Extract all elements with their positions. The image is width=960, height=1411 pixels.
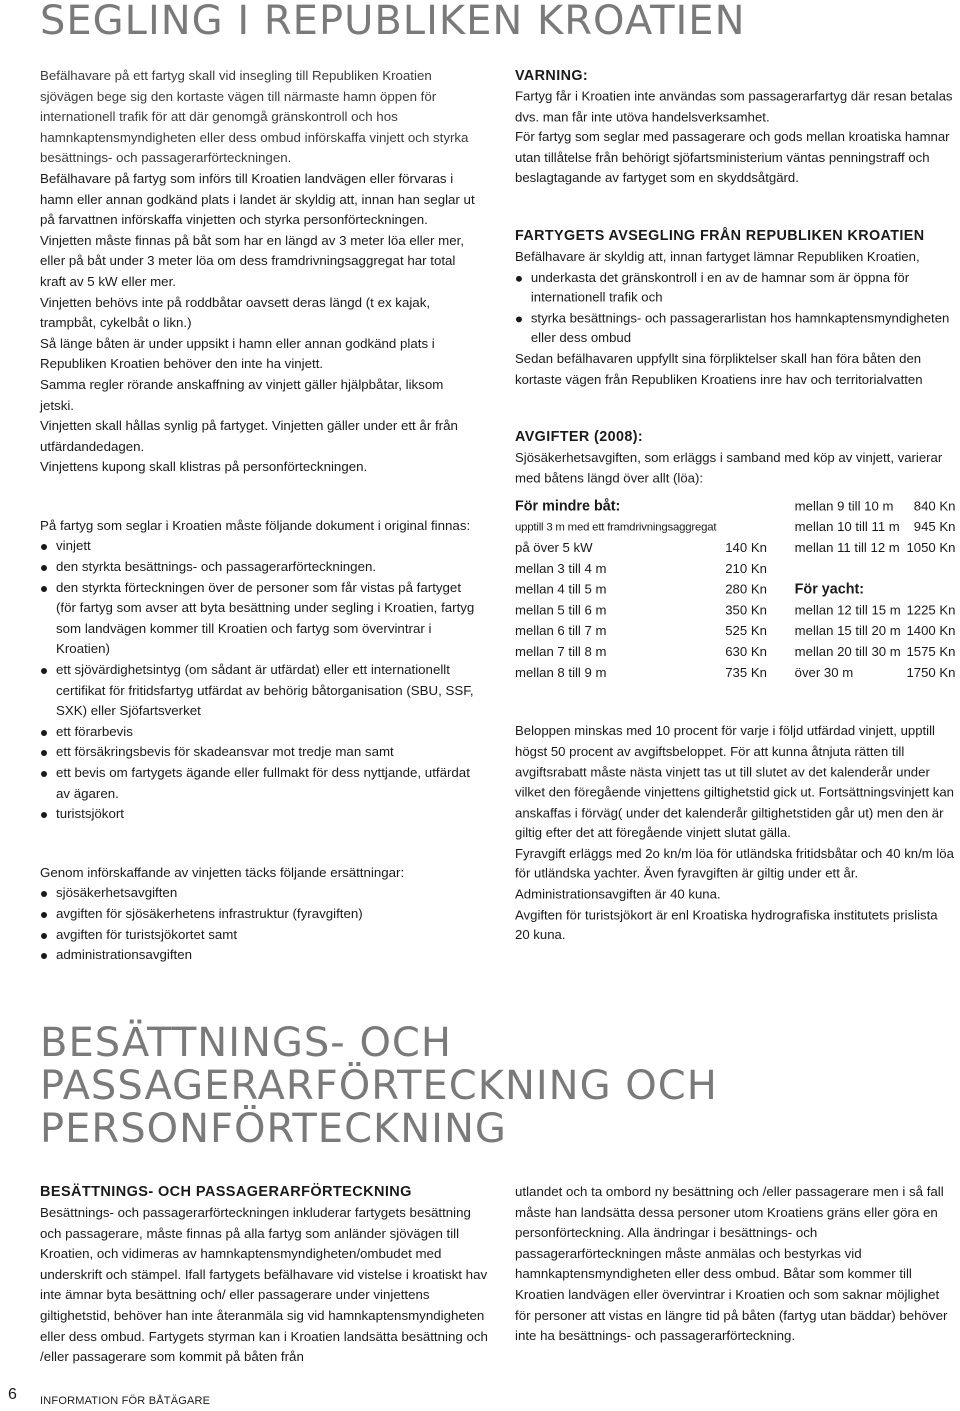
documents-intro: På fartyg som seglar i Kroatien måste följande dokument i original finnas: (40, 517, 471, 533)
compensation-list (40, 883, 480, 965)
list-item: sjösäkerhetsavgiften (40, 883, 480, 904)
fee-price: 350 Kn (725, 602, 767, 618)
fee-label: mellan 20 till 30 m (794, 644, 901, 660)
intro-paragraph: Vinjettens kupong skall klistras på personförteckningen. (40, 459, 368, 475)
fees-table (515, 497, 955, 684)
fee-note: Fyravgift erläggs med 2o kn/m löa för utländska fritidsbåtar och 40 kn/m löa för utländska yachter. Även fyravgiften är giltig under ett år. (515, 845, 954, 882)
fee-price: 840 Kn (913, 498, 956, 514)
fee-price: 525 Kn (725, 623, 767, 639)
fees-intro: Sjösäkerhetsavgiften, som erläggs i samband med köp av vinjett, varierar med båtens längd över allt (löa): (515, 450, 943, 486)
documents-list (40, 536, 480, 824)
footer-label: INFORMATION FÖR BÅTÄGARE (40, 1395, 211, 1407)
fee-note: Administrationsavgiften är 40 kuna. (515, 886, 721, 902)
list-item: ett förarbevis (40, 722, 480, 743)
intro-paragraph: Befälhavare på fartyg som införs till Kroatien landvägen eller förvaras i hamn eller annan godkänd plats i landet är skyldig att, innan han seglar ut på farvattnen införskaffa vinjetten och styrka personförteckningen. (40, 170, 475, 228)
warning-heading: VARNING: (515, 67, 589, 84)
page-number: 6 (8, 1386, 17, 1403)
section2-right-text: utlandet och ta ombord ny besättning och /eller passagerare men i så fall måste han landsätta dessa personer utom Kroatiens gräns eller göra en personförteckning. Alla ändringar i besättnings- och passagerarförteckningen måste anmälas och bestyrkas vid hamnkaptensmyndigheten eller dess ombud. Båtar som kommer till Kroatien landvägen eller övervintrar i Kroatien och som saknar möjlighet för personer att vistas en längre tid på båten (fartyg utan bäddar) behöver inte ha besättnings- och passagerarförteckning. (515, 1184, 948, 1344)
fee-label: mellan 4 till 5 m (515, 582, 607, 597)
fee-label: mellan 10 till 11 m (794, 519, 900, 535)
list-item: avgiften för turistsjökortet samt (40, 925, 480, 946)
compensation-intro: Genom införskaffande av vinjetten täcks följande ersättningar: (40, 864, 405, 880)
list-item: den styrkta besättnings- och passagerarförteckningen. (40, 557, 480, 578)
departure-intro: Befälhavare är skyldig att, innan fartyget lämnar Republiken Kroatien, (515, 249, 920, 264)
fee-label: mellan 9 till 10 m (794, 498, 894, 514)
fee-note: Beloppen minskas med 10 procent för varje i följd utfärdad vinjett, upptill högst 50 procent av avgiftsbeloppet. För att kunna åtnjuta rätten till avgiftsrabatt måste nästa vinjett tas ut till slutet av det kalenderår under vilket den föregående vinjettens giltighetstid gick ut. Fortsättningsvinjett kan anskaffas i förväg( under det kalenderår giltighetstiden går ut) men den är giltig efter det att föregående vinjett slutat gälla. (515, 723, 954, 841)
list-item: vinjett (40, 536, 480, 557)
list-item: ett försäkringsbevis för skadeansvar mot tredje man samt (40, 742, 480, 763)
fee-price: 140 Kn (725, 540, 767, 556)
departure-list (515, 268, 955, 350)
section-title: BESÄTTNINGS- OCH PASSAGERARFÖRTECKNING OCH PERSONFÖRTECKNING (40, 1020, 718, 1153)
fee-price (724, 518, 767, 539)
list-item: styrka besättnings- och passagerarlistan hos hamnkaptensmyndigheten eller dess ombud (515, 308, 955, 349)
left-column (40, 66, 480, 966)
intro-paragraph: Samma regler rörande anskaffning av vinjett gäller hjälpbåtar, liksom jetski. (40, 376, 444, 413)
fee-label: mellan 15 till 20 m (794, 623, 901, 639)
fee-price: 210 Kn (725, 561, 767, 577)
list-item: turistsjökort (40, 804, 480, 825)
fee-price: 1575 Kn (906, 644, 956, 660)
list-item: ett bevis om fartygets ägande eller fullmakt för dess nyttjande, utfärdat av ägaren. (40, 763, 480, 804)
intro-paragraph: Befälhavare på ett fartyg skall vid insegling till Republiken Kroatien sjövägen bege sig den kortaste vägen till närmaste hamn öppen för internationell trafik för att där genomgå gränskontroll och hos hamnkaptensmyndigheten eller dess ombud införskaffa vinjett och styrka besättnings- och passagerarförteckningen. (40, 68, 469, 166)
departure-outro: Sedan befälhavaren uppfyllt sina förpliktelser skall han föra båten den kortaste vägen från Republiken Kroatiens inre hav och territorialvatten (515, 351, 923, 387)
intro-paragraph: Så länge båten är under uppsikt i hamn eller annan godkänd plats i Republiken Kroatien behöver den inte ha vinjett. (40, 335, 435, 372)
list-item: underkasta det gränskontroll i en av de hamnar som är öppna för internationell trafik och (515, 268, 955, 309)
warning-text: För fartyg som seglar med passagerare och gods mellan kroatiska hamnar utan tillåtelse från behörigt sjöfartsministerium väntas penningstraff och beslagtagande av fartyget som en skyddsåtgärd. (515, 129, 950, 186)
fee-label: mellan 3 till 4 m (515, 561, 607, 577)
list-item: ett sjövärdighetsintyg (om sådant är utfärdat) eller ett internationellt certifikat för fritidsfartyg utfärdat av behörig båtorganisation (SBU, SSF, SXK) eller Sjöfartsverket (40, 660, 480, 722)
section2-left-text: Besättnings- och passagerarförteckningen inkluderar fartygets besättning och passagerare, måste finnas på alla fartyg som anländer sjövägen till Kroatien, och vidimeras av hamnkaptensmyndigheten/ombudet med underskrift och stämpel. Ifall fartygets befälhavare vid vistelse i kroatiskt hav inte ämnar byta besättning och/ eller passagerare under vinjettens giltighetstid, behöver han inte återanmäla sig vid hamnkaptensmyndigheten eller dess ombud. Fartygets styrman kan i Kroatien landsätta besättning och /eller passagerare som kommit på båten från (40, 1205, 488, 1365)
fee-price: 1400 Kn (906, 623, 956, 639)
fee-label: på över 5 kW (515, 540, 593, 556)
fee-label: mellan 12 till 15 m (794, 602, 901, 618)
fee-price: 1050 Kn (906, 540, 956, 556)
fee-price: 945 Kn (913, 519, 956, 535)
list-item: avgiften för sjösäkerhetens infrastruktur (fyravgiften) (40, 904, 480, 925)
yacht-heading: För yacht: (794, 582, 865, 598)
section2-right-column (515, 1182, 955, 1347)
section2-subheading: BESÄTTNINGS- OCH PASSAGERARFÖRTECKNING (40, 1184, 412, 1200)
fee-price: 280 Kn (725, 582, 767, 597)
intro-paragraph: Vinjetten måste finnas på båt som har en längd av 3 meter löa eller mer, eller på båt under 3 meter löa om dess framdrivningsaggregat har total kraft av 5 kW eller mer. (40, 232, 465, 289)
right-column (515, 66, 955, 946)
fees-heading: AVGIFTER (2008): (515, 429, 644, 446)
fee-price: 630 Kn (725, 644, 767, 660)
list-item: den styrkta förteckningen över de personer som får vistas på fartyget (för fartyg som avser att byta besättning under segling i Kroatien, fartyg som landvägen kommer till Kroatien och fartyg som övervintrar i Kroatien) (40, 578, 480, 660)
fee-price: 735 Kn (725, 665, 767, 681)
fee-label: mellan 5 till 6 m (515, 602, 607, 618)
warning-text: Fartyg får i Kroatien inte användas som passagerarfartyg där resan betalas dvs. man får inte utöva handelsverksamhet. (515, 88, 953, 125)
intro-paragraph: Vinjetten behövs inte på roddbåtar oavsett deras längd (t ex kajak, trampbåt, cykelbåt o likn.) (40, 294, 431, 331)
fee-label: över 30 m (794, 665, 854, 681)
fee-label: mellan 11 till 12 m (794, 540, 900, 556)
fee-label: upptill 3 m med ett framdrivningsaggregat (515, 521, 717, 534)
departure-heading: FARTYGETS AVSEGLING FRÅN REPUBLIKEN KROATIEN (515, 228, 925, 245)
fee-note: Avgiften för turistsjökort är enl Kroatiska hydrografiska institutets prislista 20 kuna. (515, 907, 938, 943)
list-item: administrationsavgiften (40, 945, 480, 966)
fee-label: mellan 6 till 7 m (515, 623, 607, 639)
section2-left-column (40, 1182, 490, 1368)
fee-label: mellan 8 till 9 m (515, 665, 607, 681)
page-title: SEGLING I REPUBLIKEN KROATIEN (40, 0, 746, 44)
fee-price: 1225 Kn (906, 602, 956, 618)
small-boat-heading: För mindre båt: (515, 498, 621, 515)
fee-label: mellan 7 till 8 m (515, 644, 607, 660)
fee-price: 1750 Kn (906, 665, 956, 681)
intro-paragraph: Vinjetten skall hållas synlig på fartyget. Vinjetten gäller under ett år från utfärdandedagen. (40, 418, 458, 454)
